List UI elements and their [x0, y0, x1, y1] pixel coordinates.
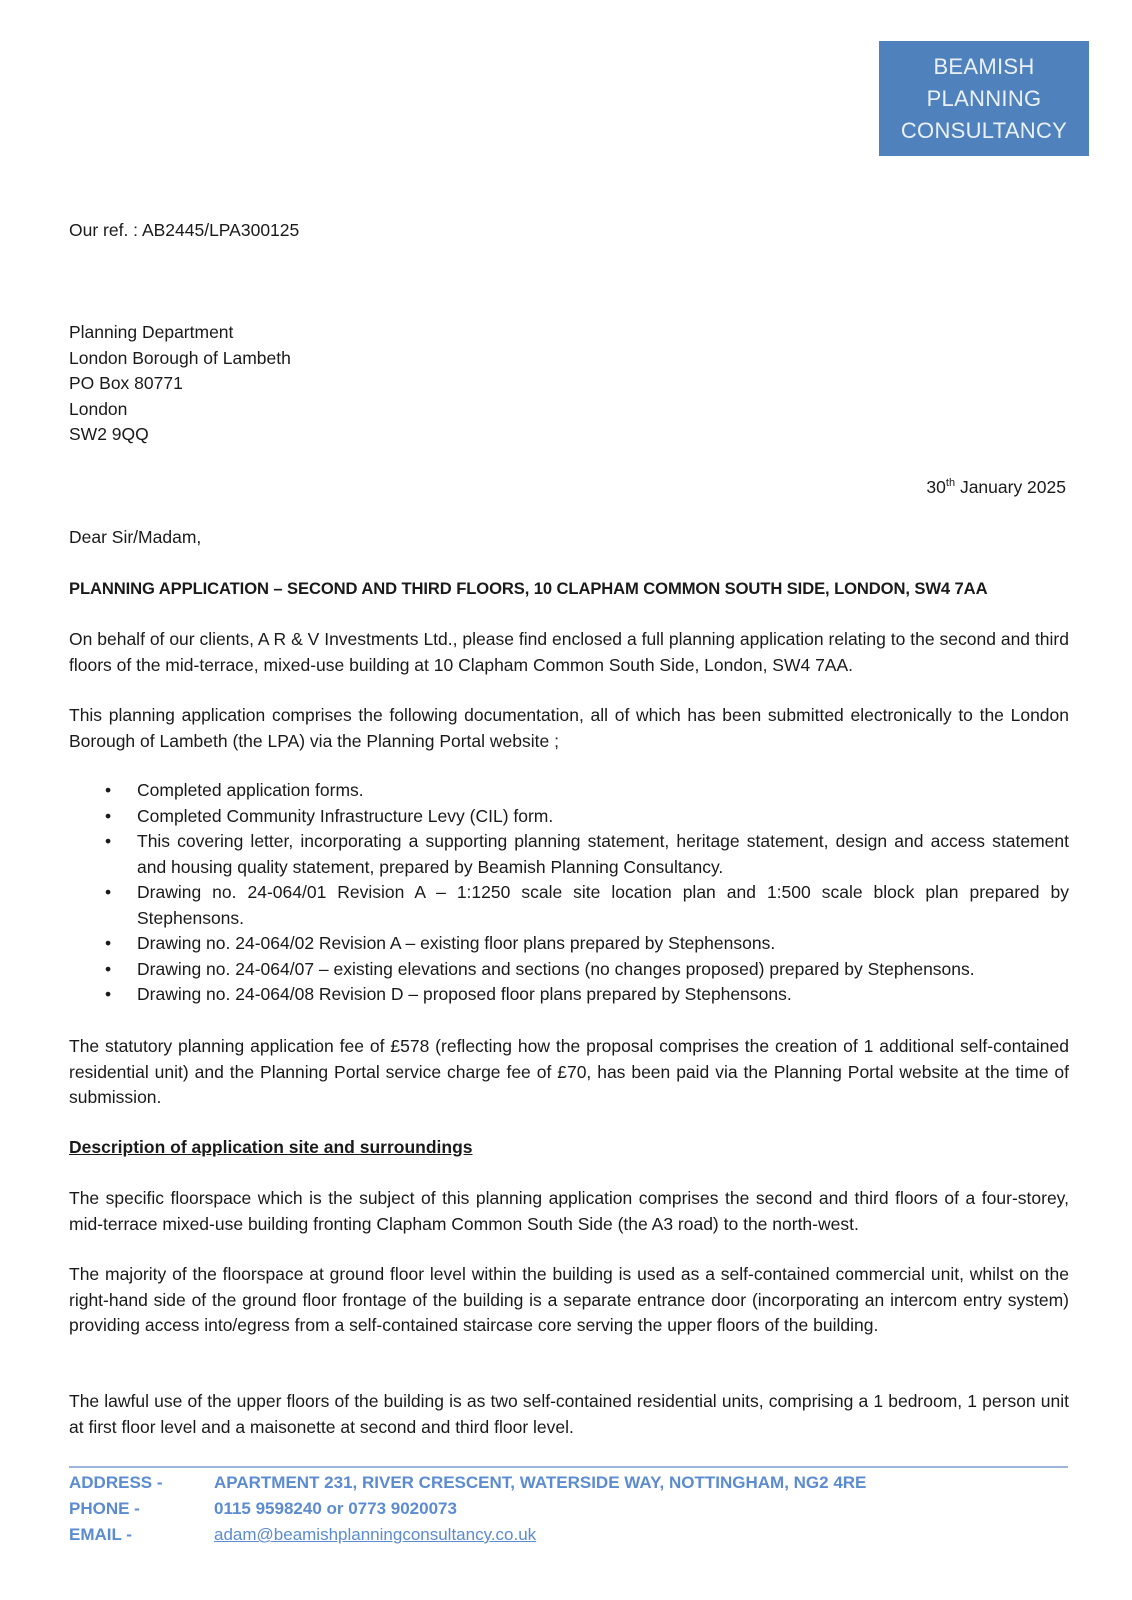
footer-email-row — [69, 1522, 1069, 1548]
list-item: • Drawing no. 24-064/08 Revision D – proposed floor plans prepared by Stephensons. — [69, 982, 1069, 1008]
bullet-icon: • — [105, 780, 112, 800]
recipient-line: PO Box 80771 — [69, 373, 183, 393]
paragraph-documentation: This planning application comprises the following documentation, all of which has been submitted electronically to the London Borough of Lambeth (the LPA) via the Planning Portal website ; — [69, 705, 1069, 751]
phone-label: PHONE - — [69, 1499, 140, 1518]
bullet-icon: • — [105, 933, 112, 953]
address-value: APARTMENT 231, RIVER CRESCENT, WATERSIDE WAY, NOTTINGHAM, NG2 4RE — [214, 1473, 867, 1492]
footer-address-row — [69, 1470, 1069, 1496]
paragraph-site: The specific floorspace which is the subject of this planning application comprises the second and third floors of a four-storey, mid-terrace mixed-use building fronting Clapham Common South Side (the A3 road) to the north-west. — [69, 1188, 1069, 1234]
list-item: • This covering letter, incorporating a supporting planning statement, heritage statement, design and access statement and housing quality statement, prepared by Beamish Planning Consultancy. — [105, 831, 1069, 877]
address-label: ADDRESS - — [69, 1473, 163, 1492]
paragraph-ground-floor: The majority of the floorspace at ground floor level within the building is used as a self-contained commercial unit, whilst on the right-hand side of the ground floor frontage of the building is a separate entrance door (incorporating an intercom entry system) providing access into/egress from a self-contained staircase core serving the upper floors of the building. — [69, 1264, 1069, 1335]
logo-line: CONSULTANCY — [900, 117, 1068, 143]
list-item: • Completed Community Infrastructure Levy (CIL) form. — [69, 804, 1069, 830]
recipient-line: SW2 9QQ — [69, 424, 149, 444]
section-heading: Description of application site and surroundings — [69, 1137, 473, 1157]
bullet-icon: • — [105, 958, 112, 979]
list-item: • Drawing no. 24-064/02 Revision A – existing floor plans prepared by Stephensons. — [69, 931, 1069, 957]
logo-line: BEAMISH — [933, 53, 1035, 79]
list-item: • Completed application forms. — [69, 778, 1069, 804]
recipient-address — [69, 320, 1069, 448]
list-item: • Drawing no. 24-064/07 – existing elevations and sections (no changes proposed) prepared by Stephensons. — [69, 957, 1069, 983]
bullet-icon: • — [105, 882, 112, 902]
bullet-icon: • — [105, 805, 112, 826]
letter-date — [926, 475, 1066, 500]
letter-heading: PLANNING APPLICATION – SECOND AND THIRD FLOORS, 10 CLAPHAM COMMON SOUTH SIDE, LONDON, SW4 7AA — [69, 579, 988, 598]
date-rest: January 2025 — [955, 477, 1066, 497]
recipient-line: London Borough of Lambeth — [69, 347, 291, 368]
recipient-line: Planning Department — [69, 322, 234, 342]
salutation: Dear Sir/Madam, — [69, 527, 202, 547]
paragraph-intro: On behalf of our clients, A R & V Investments Ltd., please find enclosed a full planning application relating to the second and third floors of the mid-terrace, mixed-use building at 10 Clapham Common South Side, London, SW4 7AA. — [69, 629, 1069, 675]
footer-phone-row — [69, 1496, 1069, 1522]
email-link[interactable]: adam@beamishplanningconsultancy.co.uk — [214, 1525, 537, 1544]
paragraph-lawful-use: The lawful use of the upper floors of the building is as two self-contained residential units, comprising a 1 bedroom, 1 person unit at first floor level and a maisonette at second and third floor level. — [69, 1391, 1069, 1437]
company-logo — [879, 41, 1089, 156]
logo-line: PLANNING — [926, 85, 1042, 111]
bullet-icon: • — [105, 984, 112, 1004]
date-day: 30 — [926, 477, 946, 497]
date-suffix: th — [945, 477, 956, 489]
documents-list — [69, 778, 1069, 1008]
email-label: EMAIL - — [69, 1525, 132, 1544]
recipient-line: London — [69, 398, 128, 419]
footer-divider — [69, 1466, 1068, 1468]
phone-value: 0115 9598240 or 0773 9020073 — [214, 1499, 457, 1518]
our-reference: Our ref. : AB2445/LPA300125 — [69, 220, 300, 240]
bullet-icon: • — [105, 831, 112, 851]
paragraph-fees: The statutory planning application fee of £578 (reflecting how the proposal comprises the creation of 1 additional self-contained residential unit) and the Planning Portal service charge fee of £70, has been paid via the Planning Portal website at the time of submission. — [69, 1036, 1069, 1107]
footer-contact — [69, 1470, 1069, 1548]
list-item: • Drawing no. 24-064/01 Revision A – 1:1250 scale site location plan and 1:500 scale block plan prepared by Stephensons. — [105, 882, 1069, 928]
